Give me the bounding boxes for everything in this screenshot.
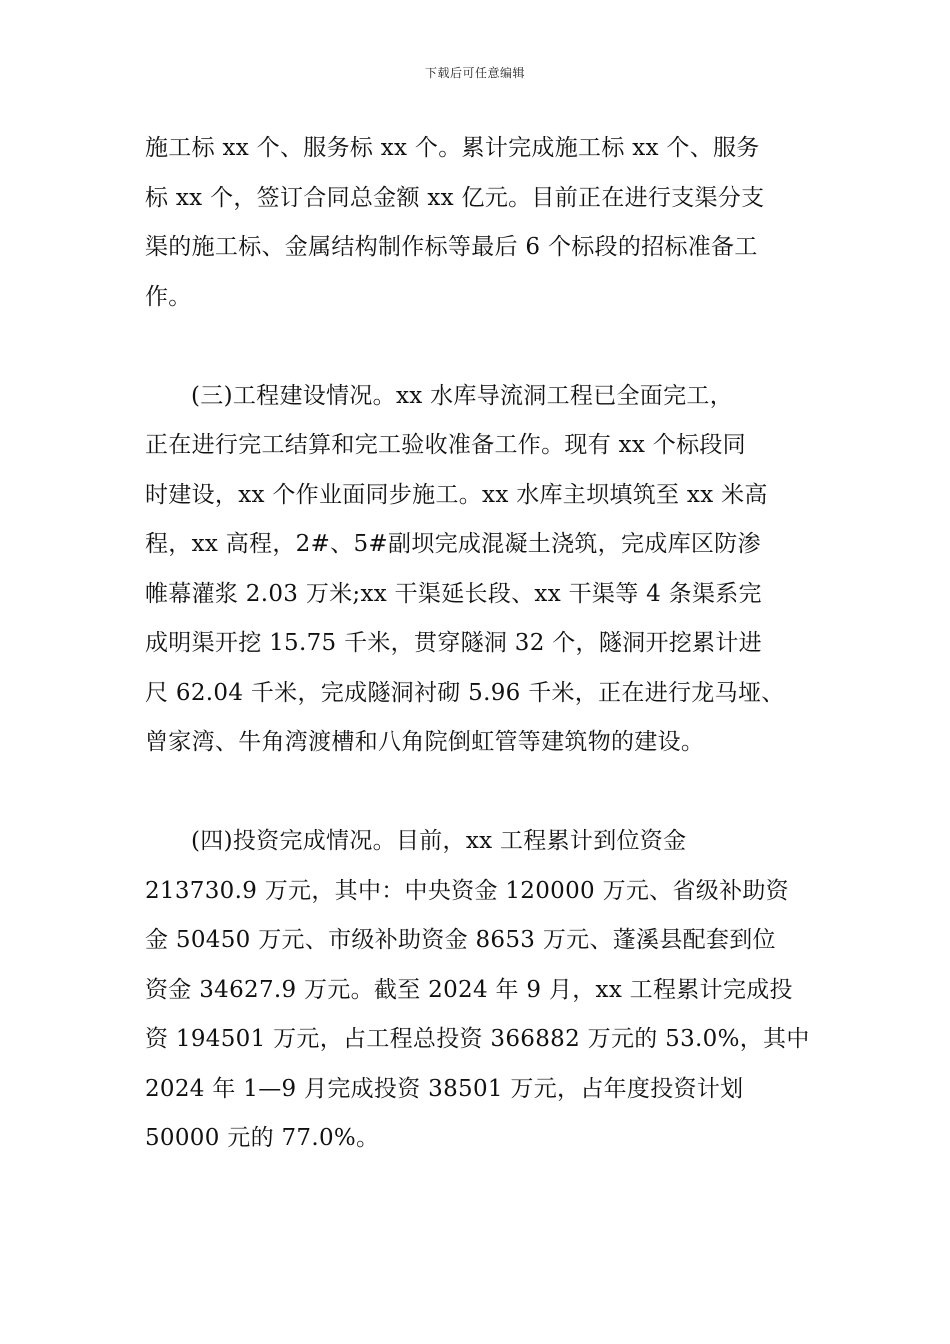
text-line: 时建设，xx 个作业面同步施工。xx 水库主坝填筑至 xx 米高 — [145, 481, 768, 508]
text-line: 50000 元的 77.0%。 — [145, 1125, 380, 1151]
text-line: 施工标 xx 个、服务标 xx 个。累计完成施工标 xx 个、服务 — [145, 135, 760, 161]
text-line: (四)投资完成情况。目前，xx 工程累计到位资金 — [191, 828, 687, 854]
text-line: 曾家湾、牛角湾渡槽和八角院倒虹管等建筑物的建设。 — [145, 729, 705, 755]
paragraph-bidding-continuation — [145, 124, 825, 322]
text-line: 213730.9 万元，其中：中央资金 120000 万元、省级补助资 — [145, 877, 789, 904]
text-line: 成明渠开挖 15.75 千米，贯穿隧洞 32 个，隧洞开挖累计进 — [145, 630, 762, 656]
document-body — [145, 124, 825, 1164]
paragraph-spacer — [145, 768, 825, 818]
text-line: 资 194501 万元，占工程总投资 366882 万元的 53.0%，其中 — [145, 1026, 810, 1052]
text-line: 渠的施工标、金属结构制作标等最后 6 个标段的招标准备工 — [145, 234, 758, 260]
text-line: 正在进行完工结算和完工验收准备工作。现有 xx 个标段同 — [145, 432, 746, 458]
text-line: 尺 62.04 千米，完成隧洞衬砌 5.96 千米，正在进行龙马垭、 — [145, 679, 785, 706]
text-line: 作。 — [145, 283, 192, 310]
paragraph-construction-status — [145, 372, 825, 768]
page-header: 下载后可任意编辑 — [424, 66, 525, 80]
text-line: 帷幕灌浆 2.03 万米;xx 干渠延长段、xx 干渠等 4 条渠系完 — [145, 580, 762, 607]
paragraph-spacer — [145, 322, 825, 372]
text-line: 2024 年 1—9 月完成投资 38501 万元，占年度投资计划 — [145, 1075, 744, 1102]
paragraph-investment-status — [145, 817, 825, 1164]
text-line: 资金 34627.9 万元。截至 2024 年 9 月，xx 工程累计完成投 — [145, 976, 793, 1003]
text-line: 标 xx 个，签订合同总金额 xx 亿元。目前正在进行支渠分支 — [145, 184, 765, 211]
text-line: (三)工程建设情况。xx 水库导流洞工程已全面完工， — [191, 382, 733, 409]
text-line: 金 50450 万元、市级补助资金 8653 万元、蓬溪县配套到位 — [145, 927, 776, 953]
text-line: 程，xx 高程，2#、5#副坝完成混凝土浇筑，完成库区防渗 — [145, 531, 761, 557]
